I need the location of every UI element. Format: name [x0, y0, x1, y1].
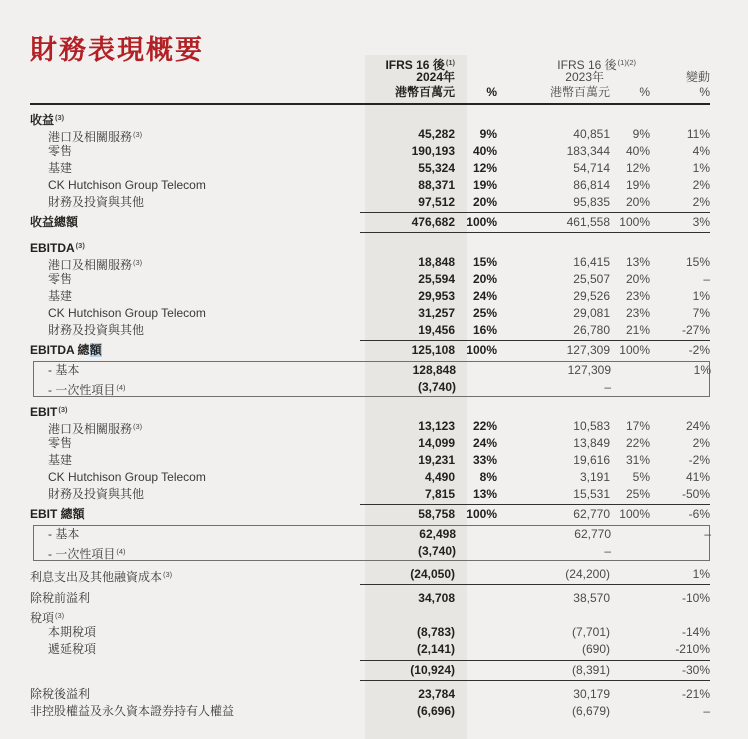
value-2023: 30,179 — [573, 687, 610, 701]
pct-2023 — [610, 624, 650, 641]
change-pct: 11% — [686, 127, 710, 141]
row-label: 基建 — [48, 453, 73, 467]
change-pct: -2% — [688, 453, 710, 467]
footnote-ref: (3) — [55, 611, 65, 620]
value-2024: 7,815 — [424, 487, 455, 501]
footnote-ref: (3) — [163, 570, 173, 579]
header-change-label: 變動 — [685, 70, 710, 84]
one-time-items-box — [33, 525, 710, 561]
pct-2023: 100% — [619, 215, 650, 229]
value-2024: 55,324 — [418, 161, 455, 175]
change-pct: -210% — [675, 642, 710, 656]
pct-2023: 40% — [625, 144, 650, 158]
value-2023: 62,770 — [573, 507, 610, 521]
row-label: 港口及相關服務$^{(3)}$ — [48, 130, 143, 144]
pct-2024 — [456, 543, 498, 563]
pct-2023: 23% — [625, 289, 650, 303]
row-label: 除稅後溢利 — [30, 687, 91, 701]
pct-2024: 22% — [472, 419, 497, 433]
change-pct: 3% — [692, 215, 710, 229]
value-2024: 58,758 — [418, 507, 455, 521]
row-label: 基建 — [48, 161, 73, 175]
footnote-ref: (3) — [133, 258, 143, 267]
pct-2024: 16% — [472, 323, 497, 337]
value-2024: (10,924) — [410, 663, 455, 677]
table-row — [30, 160, 710, 177]
table-row — [34, 526, 709, 543]
row-label: 港口及相關服務$^{(3)}$ — [48, 422, 143, 436]
table-row — [30, 660, 710, 681]
row-label: - 一次性項目$^{(4)}$ — [48, 383, 126, 397]
header-spacer — [30, 70, 360, 85]
value-2024: (6,696) — [416, 704, 455, 718]
value-2024: 31,257 — [418, 306, 455, 320]
header-pct-2024: % — [486, 85, 497, 99]
pct-2023 — [611, 362, 651, 379]
change-pct: 2% — [692, 178, 710, 192]
row-label: EBIT$^{(3)}$ — [30, 405, 68, 419]
pct-2023 — [611, 543, 651, 563]
header-ifrs-2023: IFRS 16 後$^{(1)(2)}$ — [557, 58, 636, 72]
row-label: CK Hutchison Group Telecom — [48, 306, 206, 320]
pct-2023: 20% — [625, 272, 650, 286]
row-label: 財務及投資與其他 — [48, 195, 145, 209]
pct-2024: 20% — [472, 195, 497, 209]
change-pct: 1% — [692, 161, 710, 175]
pct-2024: 13% — [472, 487, 497, 501]
table-row — [30, 126, 710, 143]
value-2024: (3,740) — [417, 544, 456, 558]
row-label: CK Hutchison Group Telecom — [48, 178, 206, 192]
change-pct: -30% — [681, 663, 710, 677]
header-spacer — [30, 85, 360, 100]
value-2024: 29,953 — [418, 289, 455, 303]
table-row — [30, 624, 710, 641]
change-pct: – — [703, 704, 710, 718]
footnote-ref: (3) — [58, 405, 68, 414]
pct-2024: 24% — [472, 436, 497, 450]
pct-2023: 23% — [625, 306, 650, 320]
value-2023: 54,714 — [573, 161, 610, 175]
value-2023: 461,558 — [566, 215, 610, 229]
row-label: 利息支出及其他融資成本$^{(3)}$ — [30, 570, 173, 584]
pct-2024 — [456, 362, 498, 379]
pct-2023: 21% — [625, 323, 650, 337]
table-header — [30, 55, 710, 105]
footnote-ref: (3) — [75, 241, 85, 250]
table-row — [30, 109, 710, 126]
table-row — [30, 607, 710, 624]
change-pct: -10% — [681, 591, 710, 605]
value-2023: 29,081 — [573, 306, 610, 320]
pct-2023 — [610, 662, 650, 679]
table-row — [30, 177, 710, 194]
footnote-ref: (3) — [55, 113, 65, 122]
table-row — [30, 590, 710, 607]
row-label: 非控股權益及永久資本證券持有人權益 — [30, 704, 235, 718]
footnote-ref: (4) — [116, 547, 126, 556]
pct-2023: 20% — [625, 195, 650, 209]
row-label: EBITDA 總額 — [30, 343, 102, 357]
row-label: EBITDA$^{(3)}$ — [30, 241, 85, 255]
value-2023: 95,835 — [573, 195, 610, 209]
value-2024: 14,099 — [418, 436, 455, 450]
value-2024: 25,594 — [418, 272, 455, 286]
header-pct-2023: % — [639, 85, 650, 99]
value-2024: 125,108 — [411, 343, 455, 357]
pct-2024: 8% — [479, 470, 497, 484]
pct-2023 — [611, 526, 651, 543]
pct-2024 — [455, 566, 497, 586]
pct-2024 — [456, 526, 498, 543]
value-2023: 127,309 — [566, 343, 610, 357]
pct-2024 — [455, 624, 497, 641]
value-2023: (690) — [581, 642, 610, 656]
table-row — [34, 379, 709, 396]
value-2024: 13,123 — [418, 419, 455, 433]
table-row — [30, 212, 710, 233]
table-row — [30, 305, 710, 322]
pct-2023: 31% — [625, 453, 650, 467]
row-label: CK Hutchison Group Telecom — [48, 470, 206, 484]
change-pct: -6% — [688, 507, 710, 521]
table-row — [30, 566, 710, 585]
value-2024: (3,740) — [417, 380, 456, 394]
pct-2023: 17% — [625, 419, 650, 433]
change-pct: 1% — [692, 289, 710, 303]
value-2023: 26,780 — [573, 323, 610, 337]
change-pct — [651, 379, 711, 399]
value-2023: (7,701) — [571, 625, 610, 639]
header-unit-2023: 港幣百萬元 — [549, 85, 610, 99]
value-2024: 97,512 — [418, 195, 455, 209]
header-empty — [610, 70, 650, 85]
pct-2024: 40% — [472, 144, 497, 158]
value-2023: 3,191 — [579, 470, 610, 484]
pct-2023: 13% — [625, 255, 650, 269]
pct-2024: 12% — [472, 161, 497, 175]
pct-2024 — [455, 686, 497, 703]
pct-2023: 100% — [619, 507, 650, 521]
row-label: - 基本 — [48, 363, 80, 377]
pct-2024 — [455, 641, 497, 658]
change-pct: -50% — [681, 487, 710, 501]
change-pct: 41% — [685, 470, 710, 484]
table-row — [30, 452, 710, 469]
table-row — [30, 641, 710, 658]
table-row — [30, 237, 710, 254]
table-row — [30, 340, 710, 360]
table-row — [30, 435, 710, 452]
header-unit-2024: 港幣百萬元 — [394, 85, 455, 99]
change-pct: 1% — [693, 363, 711, 377]
value-2024: 45,282 — [418, 127, 455, 141]
header-year-2023: 2023年 — [565, 70, 604, 84]
pct-2024 — [455, 590, 497, 607]
financial-table — [30, 55, 710, 720]
row-label: 零售 — [48, 144, 73, 158]
row-label: 收益總額 — [30, 215, 79, 229]
pct-2023: 9% — [632, 127, 650, 141]
table-row — [30, 703, 710, 720]
table-row — [30, 254, 710, 271]
header-ifrs-2024: IFRS 16 後$^{(1)}$ — [385, 58, 455, 72]
pct-2024: 100% — [466, 343, 497, 357]
change-pct — [651, 543, 711, 563]
table-row — [34, 543, 709, 560]
change-pct: 24% — [685, 419, 710, 433]
pct-2023 — [610, 686, 650, 703]
value-2024: (8,783) — [416, 625, 455, 639]
header-year-2024: 2024年 — [416, 70, 455, 84]
value-2023: 29,526 — [573, 289, 610, 303]
value-2024: (2,141) — [416, 642, 455, 656]
pct-2024 — [456, 379, 498, 399]
value-2023: 19,616 — [573, 453, 610, 467]
row-label: - 基本 — [48, 527, 80, 541]
table-row — [30, 469, 710, 486]
value-2023: 16,415 — [573, 255, 610, 269]
row-label: 稅項$^{(3)}$ — [30, 611, 65, 625]
pct-2024: 20% — [472, 272, 497, 286]
value-2024: (24,050) — [410, 567, 455, 581]
table-row — [34, 362, 709, 379]
row-label: 財務及投資與其他 — [48, 487, 145, 501]
pct-2023 — [610, 703, 650, 720]
value-2023: 183,344 — [566, 144, 610, 158]
one-time-items-box — [33, 361, 710, 397]
table-row — [30, 504, 710, 524]
pct-2024: 33% — [472, 453, 497, 467]
pct-2024: 19% — [472, 178, 497, 192]
value-2023: 127,309 — [567, 363, 611, 377]
value-2023: 86,814 — [573, 178, 610, 192]
value-2024: 23,784 — [418, 687, 455, 701]
row-label: 除稅前溢利 — [30, 591, 91, 605]
change-pct: -14% — [681, 625, 710, 639]
row-label: 零售 — [48, 436, 73, 450]
value-2024: 190,193 — [411, 144, 455, 158]
row-label: 基建 — [48, 289, 73, 303]
header-change-pct: % — [699, 85, 710, 99]
footnote-ref: (1)(2) — [617, 58, 636, 67]
pct-2024: 100% — [466, 507, 497, 521]
change-pct: -27% — [681, 323, 710, 337]
table-row — [30, 486, 710, 503]
header-empty — [455, 70, 497, 85]
table-row — [30, 418, 710, 435]
table-body — [30, 109, 710, 720]
footnote-ref: (3) — [133, 130, 143, 139]
value-2023: (24,200) — [565, 567, 610, 581]
pct-2024: 100% — [466, 215, 497, 229]
row-label: - 一次性項目$^{(4)}$ — [48, 547, 126, 561]
table-row — [30, 271, 710, 288]
change-pct: -21% — [681, 687, 710, 701]
pct-2024: 15% — [472, 255, 497, 269]
row-label: 遞延稅項 — [48, 642, 97, 656]
value-2023: – — [604, 544, 611, 558]
value-2023: 10,583 — [573, 419, 610, 433]
pct-2023: 5% — [632, 470, 650, 484]
pct-2023: 25% — [625, 487, 650, 501]
change-pct: 7% — [692, 306, 710, 320]
change-pct: -2% — [688, 343, 710, 357]
pct-2023: 19% — [625, 178, 650, 192]
change-pct: 2% — [692, 436, 710, 450]
pct-2024 — [455, 662, 497, 679]
row-label: 財務及投資與其他 — [48, 323, 145, 337]
value-2023: 25,507 — [573, 272, 610, 286]
value-2023: – — [604, 380, 611, 394]
value-2023: (8,391) — [571, 663, 610, 677]
value-2023: 15,531 — [573, 487, 610, 501]
pct-2023: 22% — [625, 436, 650, 450]
pct-2023 — [610, 566, 650, 586]
value-2024: 19,456 — [418, 323, 455, 337]
value-2024: 62,498 — [419, 527, 456, 541]
page-title: 財務表現概要 — [30, 35, 204, 66]
value-2024: 18,848 — [418, 255, 455, 269]
pct-2023: 12% — [625, 161, 650, 175]
change-pct: 4% — [692, 144, 710, 158]
table-row — [30, 401, 710, 418]
pct-2023 — [610, 641, 650, 658]
value-2023: (6,679) — [571, 704, 610, 718]
table-row — [30, 322, 710, 339]
table-row — [30, 143, 710, 160]
row-label: EBIT 總額 — [30, 507, 85, 521]
value-2023: 13,849 — [573, 436, 610, 450]
change-pct: 1% — [692, 567, 710, 581]
row-label — [30, 662, 360, 679]
table-row — [30, 288, 710, 305]
pct-2024 — [455, 703, 497, 720]
table-row — [30, 194, 710, 211]
row-label: 本期稅項 — [48, 625, 97, 639]
value-2024: 476,682 — [411, 215, 455, 229]
value-2024: 128,848 — [412, 363, 456, 377]
row-label: 港口及相關服務$^{(3)}$ — [48, 258, 143, 272]
pct-2023 — [610, 590, 650, 607]
pct-2024: 9% — [479, 127, 497, 141]
change-pct: 2% — [692, 195, 710, 209]
value-2023: 38,570 — [573, 591, 610, 605]
footnote-ref: (1) — [445, 58, 455, 67]
change-pct: 15% — [685, 255, 710, 269]
row-label: 零售 — [48, 272, 73, 286]
change-pct: – — [703, 272, 710, 286]
value-2024: 34,708 — [418, 591, 455, 605]
change-pct: – — [704, 527, 711, 541]
value-2024: 4,490 — [424, 470, 455, 484]
pct-2024: 24% — [472, 289, 497, 303]
pct-2023 — [611, 379, 651, 399]
value-2024: 88,371 — [418, 178, 455, 192]
value-2024: 19,231 — [418, 453, 455, 467]
text-selection-highlight: 額 — [89, 343, 102, 357]
footnote-ref: (4) — [116, 383, 126, 392]
value-2023: 62,770 — [574, 527, 611, 541]
row-label: 收益$^{(3)}$ — [30, 113, 65, 127]
footnote-ref: (3) — [133, 422, 143, 431]
value-2023: 40,851 — [573, 127, 610, 141]
pct-2024: 25% — [472, 306, 497, 320]
table-row — [30, 686, 710, 703]
pct-2023: 100% — [619, 343, 650, 357]
